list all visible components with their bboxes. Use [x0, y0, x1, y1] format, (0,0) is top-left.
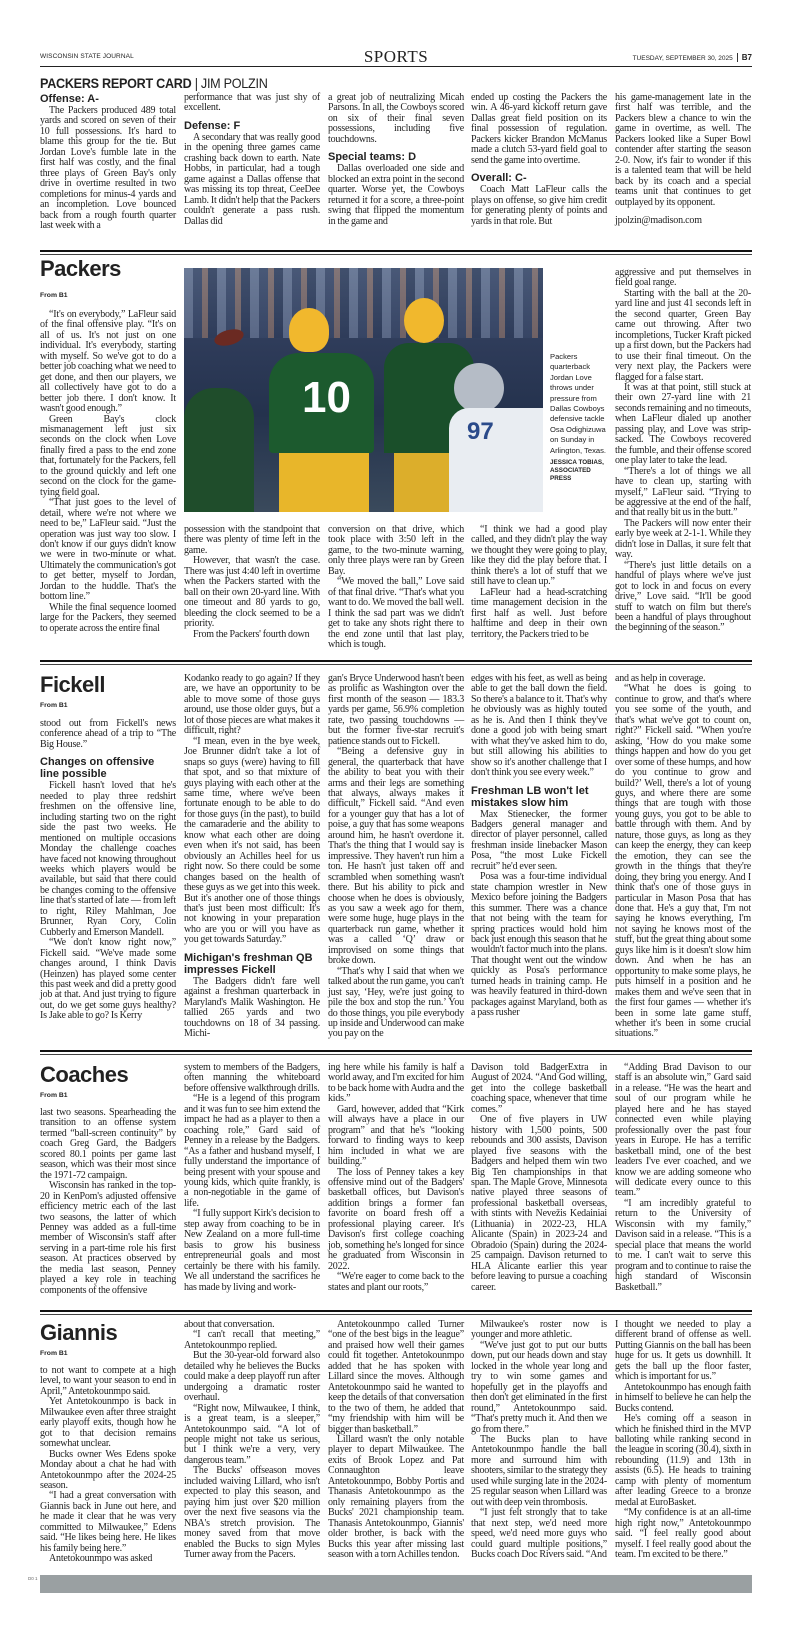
paragraph: “We've just got to put our butts down, put our heads down and stay locked in the whole year long and try to win some games and hopefully get in the playoffs and then don't get eliminated in the first round,” Antetokounmpo said. “That's pretty much it. And then we go from there.” — [471, 1339, 607, 1435]
paragraph: Kodanko ready to go again? If they are, we have an opportunity to be able to move some of those guys around, use those older guys, but a lot of those pieces are what makes it difficult, right? — [184, 673, 320, 737]
paragraph: From the Packers' fourth down — [193, 628, 310, 640]
coaches-jump-label: From B1 — [40, 1092, 68, 1099]
paragraph: The Packers will now enter their early bye week at 2-1-1. While they didn't lose in Dallas, it sure felt that way. — [615, 517, 751, 561]
subheading: Changes on offensive line possible — [40, 756, 155, 781]
text-column — [615, 93, 751, 226]
paragraph: However, that wasn't the case. There was just 4:40 left in overtime when the Packers started with the ball on their own 20-yard line. With one timeout and 80 yards to go, bleeding the clock seemed to be a priority. — [184, 555, 320, 630]
paragraph: ended up costing the Packers the win. A 46-yard kickoff return gave Dallas great field position on its final possession of regulation. Packers kicker Brandon McManus made a clutch 53-yard field goal to send the game into overtime. — [471, 92, 607, 166]
crowd-background — [184, 268, 543, 338]
paragraph: I thought we needed to play a different brand of offense as well. Putting Giannis on the ball has been huge for us. It gets us downhill. It gets the ball up the floor faster, which is important for us.” — [615, 1319, 751, 1383]
masthead-rule — [40, 66, 752, 67]
paragraph: Antetokounmpo called Turner “one of the best bigs in the league” and praised how well their games could fit together. Antetokounmpo added that he has spoken with Lillard since the moves. Although Antetokounmpo said he wanted to keep the details of that conversation to the two of them, he added that “my friendship with him will be bigger than basketball.” — [328, 1319, 464, 1435]
paragraph: Antetokounmpo was asked — [49, 1553, 153, 1565]
subheading: Defense: F — [184, 119, 241, 132]
text-column — [184, 1320, 320, 1560]
paragraph: Gard, however, added that “Kirk will always have a place in our program” and that he's “looking forward to finding ways to keep him included in what we are building.” — [328, 1103, 464, 1168]
subheading: Special teams: D — [328, 151, 417, 164]
paragraph: Wisconsin has ranked in the top-20 in KenPom's adjusted offensive efficiency metric each of the last two seasons, the latter of which Penney was added as a full-time member of Wisconsin's staff after serving in a part-time role his first season. At practices observed by the media last season, Penney played a key role in teaching components of the offensive — [40, 1180, 176, 1296]
paragraph: system to members of the Badgers, often manning the whiteboard before offensive walkthrough drills. — [184, 1062, 320, 1094]
paragraph: Milwaukee's roster now is younger and more athletic. — [471, 1319, 607, 1341]
paragraph: Posa was a four-time individual state champion wrestler in New Mexico before joining the Badgers this summer. There was a chance that not being with the team for spring practices would hold him back just enough this season that he wouldn't factor much into the plans. That thought went out the window quickly as Posa's performance turned heads in training camp. He was heavily featured in third-down packages against Maryland, both as a pass rusher — [471, 871, 607, 1019]
paragraph: “I just felt strongly that to take that next step, we'd need more speed, we'd need more guys who could guard multiple positions,” Bucks coach Doc Rivers said. “And — [471, 1507, 607, 1560]
masthead — [40, 47, 752, 66]
issue-date: TUESDAY, SEPTEMBER 30, 2025 — [632, 55, 733, 62]
paragraph: to not want to compete at a high level, to want your season to end in April,” Antetokounmpo said. — [40, 1365, 176, 1397]
paragraph: a great job of neutralizing Micah Parsons. In all, the Cowboys scored on six of their final seven possessions, including five touchdowns. — [328, 92, 464, 145]
text-column — [471, 674, 607, 1019]
text-column — [471, 1063, 607, 1293]
fickell-jump-label: From B1 — [40, 702, 68, 709]
cowboys-jersey — [449, 408, 543, 512]
paragraph: Davison told BadgerExtra in August of 2024. “And God willing, get into the college basketball coaching space, whenever that time comes.” — [471, 1062, 607, 1115]
paragraph: “We moved the ball,” Love said of that final drive. “That's what you want to do. We moved the ball well. I think the sad part was we didn't get to take any shots right there to the end zone until that last play, which is tough. — [328, 576, 464, 650]
paragraph: his game-management late in the first half was terrible, and the Packers blew a chance to win the game in overtime, as well. The Packers looked like a Super Bowl contender after starting the season 2-0. Now, it's fair to wonder if this is a talented team that will be held back by its coach and a special teams unit that continues to get outplayed by its opponent. — [615, 92, 751, 208]
packers-jump-label: From B1 — [40, 292, 68, 299]
text-column — [184, 525, 320, 640]
jersey-number: 10 — [302, 373, 351, 422]
byline: | JIM POLZIN — [194, 75, 268, 91]
paragraph: edges with his feet, as well as being able to get the ball down the field. So there's a balance to it. That's why he obviously was as highly touted as he is. And then I think they've done a good job with being smart with what they've asked him to do, but still allowing his abilities to show so it's another challenge that I don't think you see every week.” — [471, 673, 607, 779]
text-column — [40, 1366, 176, 1565]
paragraph: “Right now, Milwaukee, I think, is a great team, is a sleeper,” Antetokounmpo said. “A lot of people might not take us serious, but I think we're a very, very dangerous team.” — [184, 1402, 320, 1466]
text-column — [328, 1320, 464, 1560]
paragraph: “We're eager to come back to the states and plant our roots,” — [328, 1271, 464, 1293]
paragraph: The Bucks' offseason moves included waiving Lillard, who isn't expected to play this season, and paying him just over $20 million over the next five seasons via the NBA's stretch provision. The money saved from that move enabled the Bucks to sign Myles Turner away from the Pacers. — [184, 1465, 320, 1560]
paragraph: Fickell hasn't loved that he's needed to play three redshirt freshmen on the offensive line, including starting two on the right side the past two weeks. He mentioned on multiple occasions Monday the challenge coaches have faced not knowing throughout weeks which players would be available, but said that there could be changes coming to the offensive line that's started of late — from left to right, Riley Mahlman, Joe Brunner, Ryan Cory, Colin Cubberly and Emerson Mandell. — [40, 780, 176, 938]
paragraph: “That's why I said that when we talked about the run game, you can't just say, ‘Hey, we're just going to pile the box and stop the run.’ You do those things, you pile everybody up inside and Underwood can make you pay on the — [328, 965, 464, 1040]
giannis-jump-label: From B1 — [40, 1350, 68, 1357]
text-column — [40, 1108, 176, 1296]
newspaper-name: WISCONSIN STATE JOURNAL — [40, 53, 134, 60]
paragraph: The loss of Penney takes a key offensive mind out of the Badgers' basketball offices, but Davison's addition brings a former fan favorite on board fresh off a professional playing career. It's Davison's first college coaching job, something he's longed for since he graduated from Wisconsin in 2022. — [328, 1166, 464, 1272]
fickell-title: Fickell — [40, 672, 105, 697]
paragraph: He's coming off a season in which he finished third in the MVP balloting while ranking second in the league in scoring (30.4), sixth in rebounding (11.9) and 13th in assists (6.5). He heads to training camp with plenty of momentum after leading Greece to a bronze medal at EuroBasket. — [615, 1413, 751, 1508]
packers-photo — [184, 268, 543, 512]
paragraph: “I mean, even in the bye week, Joe Brunner didn't take a lot of snaps so guys (were) having to fill that spot, and so that mixture of guys playing with each other at the same time, where we've been fortunate enough to be able to do for those guys (in the past), to build the camaraderie and the ability to know what each other are doing even when it's not said, has been obviously an Achilles heel for us right now. So there could be some changes based on the health of these guys as we get into this week. But it's another one of those things that's just been most difficult: It's not knowing in your preparation who are you or will you have as you get towards Saturday.” — [184, 735, 320, 946]
paragraph: “Being a defensive guy in general, the quarterback that have the ability to beat you with their arms and their legs are something that always, always makes it difficult,” Fickell said. “And even for a younger guy that has a lot of poise, a guy that has some weapons around him, he hasn't overdone it. That's the thing that I would say is impressive. They haven't run him a ton. He hasn't just taken off and scrambled when something wasn't there. But his ability to pick and choose when he does is obviously, as you saw a week ago for them, were some huge, huge plays in the quarterback run game, whether it was a called ‘Q’ draw or improvised on some things that broke down. — [328, 746, 464, 967]
paragraph: “That just goes to the level of detail, where we're not where we need to be,” LaFleur said. “Just the operation was just way too slow. I don't know if our guys didn't know we were in two-minute or what. Ultimately the communication's got to get better, myself to Jordan, Jordan to the huddle. That's the bottom line.” — [40, 497, 176, 603]
lineman-helmet — [404, 298, 444, 343]
paragraph: ing here while his family is half a world away, and I'm excited for him to be back home with Audra and the kids.” — [328, 1062, 464, 1105]
text-column — [328, 525, 464, 650]
paragraph: “What he does is going to continue to grow, and that's where you see some of the youth, and that's what we've got to count on, right?” Fickell said. “When you're asking, ‘How do you make some things happen and how do you get over some of these humps, and how do you continue to grow and build?’ Well, there's a lot of young guys, and where there are some things that are tough with those young guys, you got to be able to battle through with them. And by nature, those guys, as long as they can keep the energy, they can keep the emotion, they can see the growth in the things that they're doing, they bring you energy. And I think that's one of those guys in particular in Mason Posa that has done that. He's a guy that, I'm not saying he knows everything, I'm not saying he knows most of the stuff, but the great thing about some guys like him is it doesn't slow him down. And when he has an opportunity to make some plays, he puts himself in a position and he makes them and we've seen that in the first four games — whether it's been in some late game stuff, whether it's been in some crucial situations.” — [615, 683, 751, 1040]
paragraph: One of five players in UW history with 1,500 points, 500 rebounds and 300 assists, Davison played five seasons with the Badgers and helped them win two Big Ten championships in that span. The Maple Grove, Minnesota native played three seasons of professional basketball overseas, with stints with Nevežis Kedainiai (Lithuania) in 2022-23, HLA Alicante (Spain) in 2023-24 and Obradoio (Spain) during the 2024-25 campaign. Davison returned to HLA Alicante earlier this year before leaving to pursue a coaching career. — [471, 1114, 607, 1293]
paragraph: “I am incredibly grateful to return to the University of Wisconsin with my family,” Davison said in a release. “This is a special place that means the world to me. I can't wait to serve this program and to continue to raise the high standard of Wisconsin Basketball.” — [615, 1197, 751, 1293]
text-column — [615, 1063, 751, 1293]
paragraph: The Badgers didn't fare well against a freshman quarterback in Maryland's Malik Washington. He tallied 265 yards and two touchdowns on 18 of 34 passing. Michi- — [184, 975, 320, 1040]
paragraph: about that conversation. — [184, 1319, 275, 1330]
report-card-title — [40, 75, 268, 91]
paragraph: “There's a lot of things we all have to clean up, starting with myself,” LaFleur said. “Trying to be aggressive at the end of the half, and that really bit us in the butt.” — [615, 465, 751, 519]
page-number: B7 — [737, 53, 752, 62]
author-email: jpolzin@madison.com — [615, 214, 702, 226]
text-column — [471, 525, 607, 640]
text-column — [328, 674, 464, 1040]
qb-pants — [279, 453, 369, 512]
section-name: SPORTS — [363, 47, 429, 66]
section-divider — [40, 250, 752, 252]
paragraph: last two seasons. Spearheading the transition to an offense system termed “ball-screen continuity” by coach Greg Gard, the Badgers scored 80.1 points per game last season, which was their most since the 1971-72 campaign. — [40, 1107, 176, 1181]
paragraph: Antetokounmpo has enough faith in himself to believe he can help the Bucks contend. — [615, 1381, 751, 1414]
paragraph: “I can't recall that meeting,” Antetokounmpo replied. — [184, 1329, 320, 1351]
paragraph: “It's on everybody,” LaFleur said of the final offensive play. “It's on all of us. It's not just on one individual. It's everybody, starting with myself. So we've got to do a better job coaching what we need to get done, and then our players, we all collectively have got to do a better job there. I don't know. It wasn't good enough.” — [40, 309, 176, 415]
text-column — [184, 674, 320, 1040]
photo-caption — [550, 352, 612, 483]
paragraph: A secondary that was really good in the opening three games came crashing back down to earth. Nate Hobbs, in particular, had a tough game against a Dallas offense that was missing its top threat, CeeDee Lamb. It didn't help that the Packers couldn't generate a pass rush. Dallas did — [184, 131, 320, 227]
paragraph: and as help in coverage. — [615, 673, 706, 684]
text-column — [471, 93, 607, 227]
paragraph: Yet Antetokounmpo is back in Milwaukee even after three straight early playoff exits, though how he got to that decision remains somewhat unclear. — [40, 1396, 176, 1450]
text-column — [328, 93, 464, 227]
paragraph: Bucks owner Wes Edens spoke Monday about a chat he had with Antetokounmpo after the 2024-25 season. — [40, 1448, 176, 1491]
paragraph: possession with the standpoint that there was plenty of time left in the game. — [184, 524, 320, 556]
cowboys-number: 97 — [467, 418, 494, 445]
paragraph: “We don't know right now,” Fickell said. “We've made some changes around, I think Davis (Heinzen) has played some center this past week and did a pretty good job at that. And just trying to figure out, do we get some guys healthy? Is Jake able to go? Is Kerry — [40, 937, 176, 1022]
photo-credit: JESSICA TOBIAS, ASSOCIATED PRESS — [550, 459, 604, 483]
subheading: Offense: A- — [40, 93, 99, 105]
section-divider — [40, 1310, 752, 1312]
text-column — [615, 674, 751, 1040]
qb-helmet — [289, 308, 329, 352]
paragraph: The Bucks plan to have Antetokounmpo handle the ball more and surround him with shooters, similar to the strategy they used while surging late in the 2024-25 regular season when Lillard was out with deep vein thrombosis. — [471, 1433, 607, 1508]
cowboys-helmet — [454, 363, 504, 413]
paragraph: Starting with the ball at the 20-yard line and just 41 seconds left in the second quarter, Green Bay came out throwing. After two incompletions, Tucker Kraft picked up a first down, but the Packers had to use their final timeout. On the very next play, the Packers were flagged for a false start. — [615, 287, 751, 383]
section-divider — [40, 1050, 752, 1052]
paragraph: While the final sequence loomed large for the Packers, they seemed to operate across the entire final — [40, 601, 176, 634]
paragraph: “I had a great conversation with Giannis back in June out here, and he made it clear that he was very committed to Milwaukee,” Edens said. “He likes being here. He likes his family being here.” — [40, 1490, 176, 1554]
paragraph: “Adding Brad Davison to our staff is an absolute win,” Gard said in a release. “He was the heart and soul of our program while he played here and he has stayed connected even while playing professionally over the past four years in Europe. He has a terrific basketball mind, one of the best leaders I've ever coached, and we know we are adding someone who will dedicate every ounce to this team.” — [615, 1062, 751, 1199]
paragraph: “He is a legend of this program and it was fun to see him extend the impact he had as a player to then a coaching role,” Gard said of Penney in a release by the Badgers. “As a father and husband myself, I fully understand the importance of being present with your spouse and young kids, which quite frankly, is a non-negotiable in the game of life. — [184, 1093, 320, 1209]
paragraph: “My confidence is at an all-time high right now,” Antetokounmpo said. “I feel really good about myself. I feel really good about the team. I'm excited to be there.” — [615, 1507, 751, 1560]
report-card-heading: PACKERS REPORT CARD — [40, 75, 192, 91]
paragraph: conversion on that drive, which took place with 3:50 left in the game, to the two-minute warning, only three plays were ran by Green Bay. — [328, 524, 464, 577]
subheading: Freshman LB won't let mistakes slow him — [471, 784, 589, 809]
date-line — [633, 53, 752, 62]
packers-title: Packers — [40, 256, 121, 281]
paragraph: Max Stienecker, the former Badgers general manager and director of player personnel, called freshman inside linebacker Mason Posa, “the most Luke Fickell recruit” he'd ever seen. — [471, 808, 607, 872]
paragraph: But the 30-year-old forward also detailed why he believes the Bucks could make a deep playoff run after undergoing a dramatic roster overhaul. — [184, 1350, 320, 1404]
text-column — [615, 1320, 751, 1560]
caption-text: Packers quarterback Jordan Love throws under pressure from Dallas Cowboys defensive tackle Osa Odighizuwa on Sunday in Arlington, Texas. — [550, 352, 606, 455]
paragraph: Lillard wasn't the only notable player to depart Milwaukee. The exits of Brook Lopez and Pat Connaughton leave Antetokounmpo, Bobby Portis and Thanasis Antetokounmpo as the only remaining players from the Bucks' 2021 championship team. Thanasis Antetokounmpo, Giannis' older brother, is back with the Bucks this year after missing last season with a torn Achilles tendon. — [328, 1433, 464, 1560]
paragraph: stood out from Fickell's news conference ahead of a trip to “The Big House.” — [40, 718, 176, 750]
paragraph: Dallas overloaded one side and blocked an extra point in the second quarter. Worse yet, the Cowboys returned it for a score, a three-point swing that flipped the momentum in the game and — [328, 163, 464, 227]
coaches-title: Coaches — [40, 1062, 129, 1087]
text-column — [615, 268, 751, 634]
paragraph: performance that was just shy of excellent. — [184, 92, 320, 114]
lineman-left — [184, 388, 254, 512]
paragraph: “There's just little details on a handful of plays where we've just got to lock in and focus on every drive,” Love said. “It'll be good stuff to watch on film but there's been a handful of plays throughout the beginning of the season.” — [615, 559, 751, 634]
paragraph: It was at that point, still stuck at their own 27-yard line with 21 seconds remaining and no timeouts, when LaFleur dialed up another passing play, and Love was strip-sacked. The Cowboys recovered the fumble, and their offense scored one play later to take the lead. — [615, 381, 751, 467]
paragraph: “I think we had a good play called, and they didn't play the way we thought they were going to play, like they did the play before that. I think there's a lot of stuff that we still have to clean up.” — [471, 524, 607, 588]
advertisement-bar — [40, 1575, 752, 1593]
text-column — [184, 93, 320, 227]
text-column — [40, 93, 176, 231]
text-column — [328, 1063, 464, 1293]
text-column — [40, 719, 176, 1022]
giannis-title: Giannis — [40, 1320, 118, 1345]
section-divider — [40, 660, 752, 662]
paragraph: The Packers produced 489 total yards and scored on seven of their 10 full possessions. It's hard to blame this group for the tie. But Jordan Love's fumble late in the first half was costly, and the final three plays of Green Bay's only drive in overtime resulted in two completions for minus-4 yards and an incompletion. Love bounced back from a rough fourth quarter last week with a — [40, 105, 176, 231]
paragraph: gan's Bryce Underwood hasn't been as prolific as Washington over the first month of the season — 183.3 yards per game, 56.9% completion rate, two passing touchdowns — but the former five-star recruit's patience stands out to Fickell. — [328, 673, 464, 747]
text-column — [184, 1063, 320, 1293]
folio-mark: D0 1 — [28, 1576, 38, 1581]
paragraph: “I fully support Kirk's decision to step away from coaching to be in New Zealand on a more full-time basis to grow his business entrepreneurial goals and most certainly be there with his family. We all understand the sacrifices he has made by living and work- — [184, 1208, 320, 1293]
paragraph: Green Bay's clock mismanagement left just six seconds on the clock when Love finally fired a pass to the end zone that, fortunately for the Packers, fell to the ground quickly and left one second on the clock for the game-tying field goal. — [40, 413, 176, 498]
subheading: Michigan's freshman QB impresses Fickell — [184, 951, 313, 976]
text-column — [471, 1320, 607, 1560]
text-column — [40, 310, 176, 634]
paragraph: aggressive and put themselves in field goal range. — [615, 267, 751, 289]
subheading: Overall: C- — [471, 172, 527, 185]
paragraph: Coach Matt LaFleur calls the plays on offense, so give him credit for generating plenty of points and yards in that role. But — [471, 184, 607, 227]
paragraph: LaFleur had a head-scratching time management decision in the first half as well. Just before halftime and deep in their own territory, the Packers tried to be — [471, 586, 607, 640]
